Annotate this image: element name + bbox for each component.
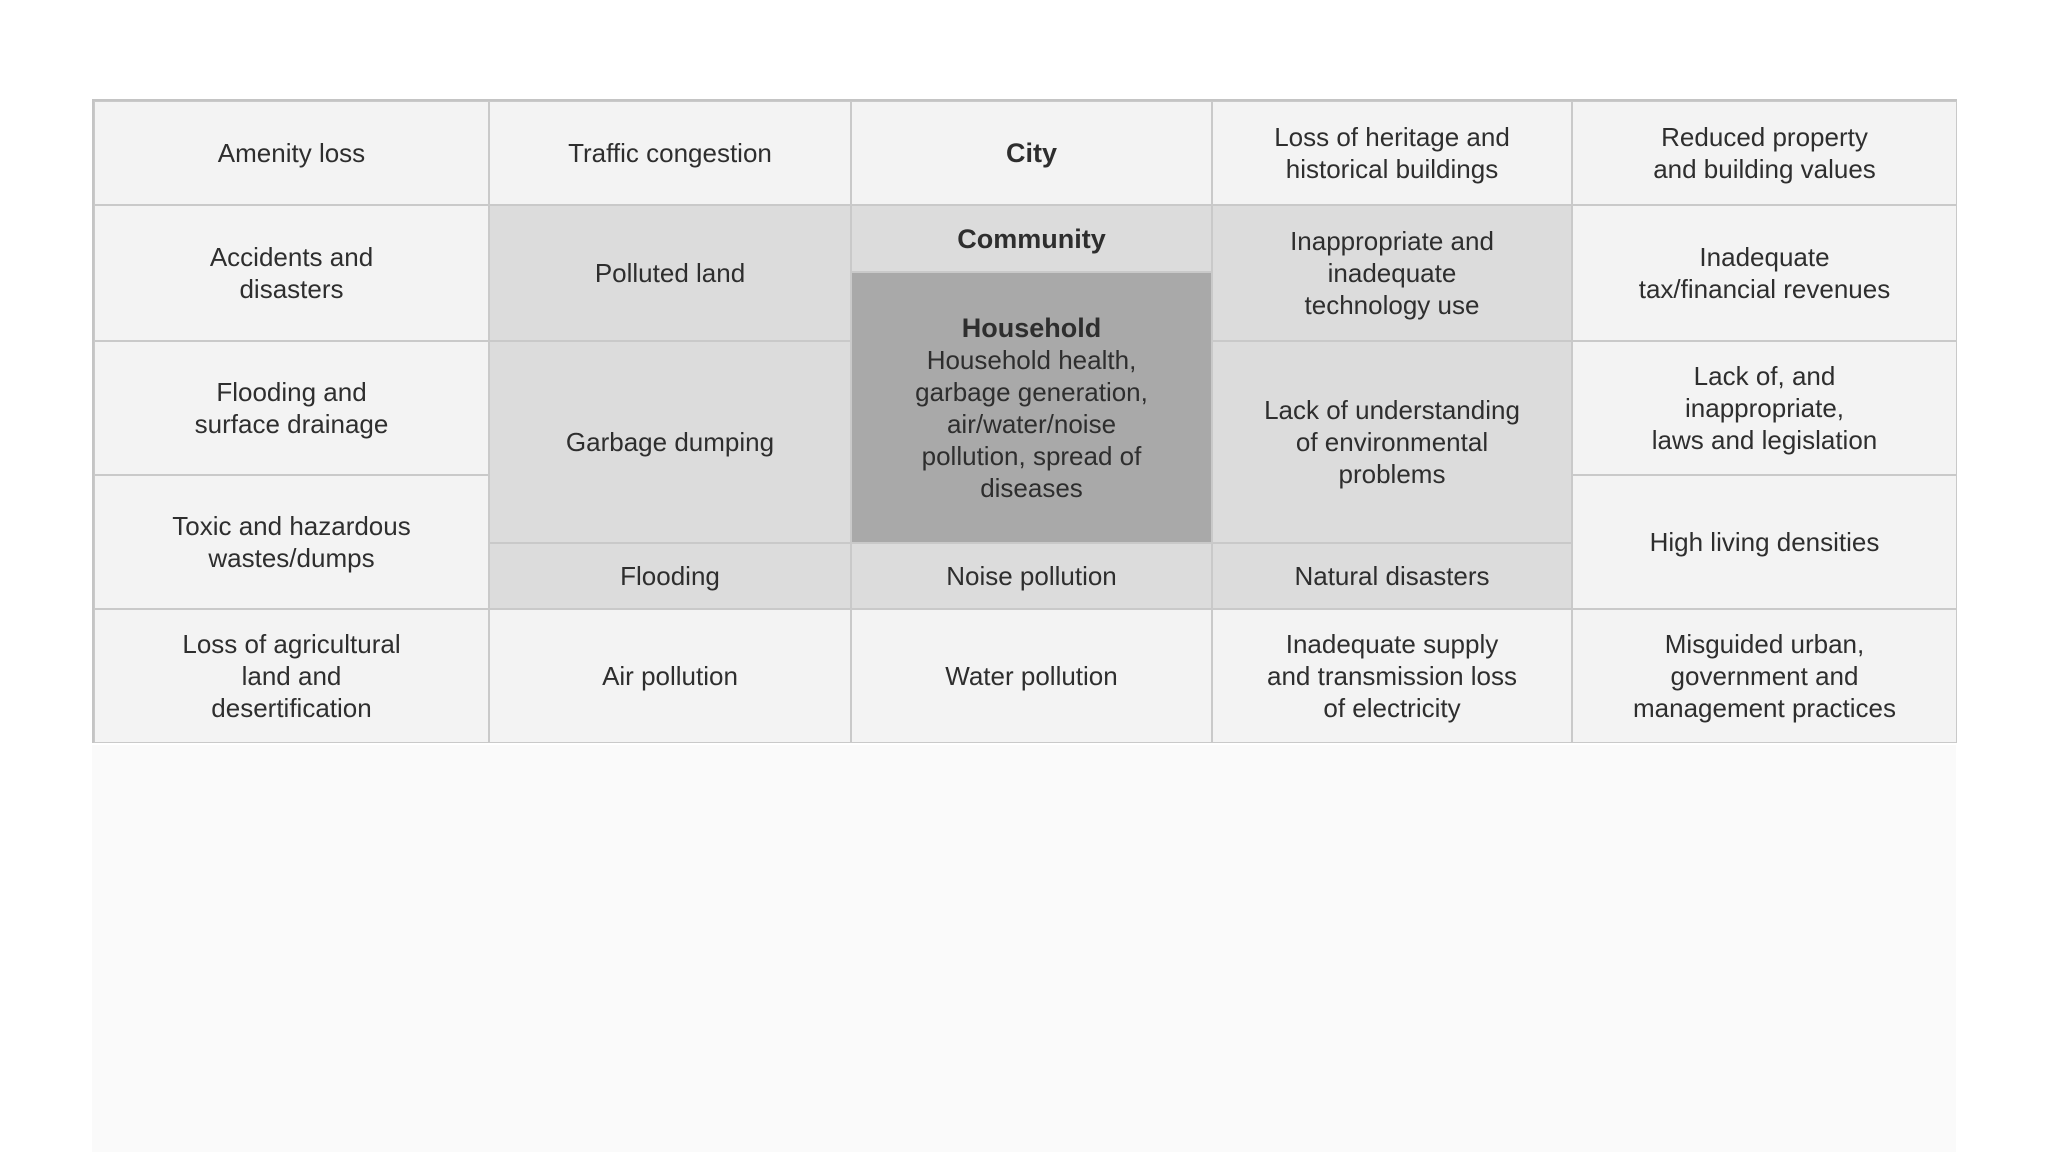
cell-electricity: Inadequate supply and transmission loss of electricity (1212, 609, 1572, 743)
cell-natural-disasters: Natural disasters (1212, 543, 1572, 609)
cell-environmental-problems: Lack of understanding of environmental problems (1212, 341, 1572, 543)
cell-noise-pollution: Noise pollution (851, 543, 1212, 609)
cell-air-pollution: Air pollution (489, 609, 851, 743)
cell-traffic-congestion: Traffic congestion (489, 101, 851, 205)
city-label: City (851, 101, 1212, 205)
cell-tax-revenues: Inadequate tax/financial revenues (1572, 205, 1957, 341)
cell-laws-legislation: Lack of, and inappropriate, laws and legislation (1572, 341, 1957, 475)
household-title: Household (961, 312, 1102, 343)
cell-polluted-land: Polluted land (489, 205, 851, 341)
household-description: Household health, garbage generation, air/water/noise pollution, spread of diseases (915, 344, 1148, 503)
cell-living-densities: High living densities (1572, 475, 1957, 609)
cell-water-pollution: Water pollution (851, 609, 1212, 743)
cell-property-values: Reduced property and building values (1572, 101, 1957, 205)
cell-agricultural-land: Loss of agricultural land and desertification (94, 609, 489, 743)
household-core (851, 272, 1212, 543)
cell-heritage-loss: Loss of heritage and historical buildings (1212, 101, 1572, 205)
cell-technology-use: Inappropriate and inadequate technology use (1212, 205, 1572, 341)
cell-flooding-drainage: Flooding and surface drainage (94, 341, 489, 475)
cell-accidents-disasters: Accidents and disasters (94, 205, 489, 341)
environmental-issues-diagram (92, 99, 1957, 743)
cell-flooding: Flooding (489, 543, 851, 609)
cell-amenity-loss: Amenity loss (94, 101, 489, 205)
cell-toxic-wastes: Toxic and hazardous wastes/dumps (94, 475, 489, 609)
cell-garbage-dumping: Garbage dumping (489, 341, 851, 543)
lower-panel (92, 745, 1956, 1152)
cell-urban-practices: Misguided urban, government and management practices (1572, 609, 1957, 743)
community-label: Community (851, 205, 1212, 272)
